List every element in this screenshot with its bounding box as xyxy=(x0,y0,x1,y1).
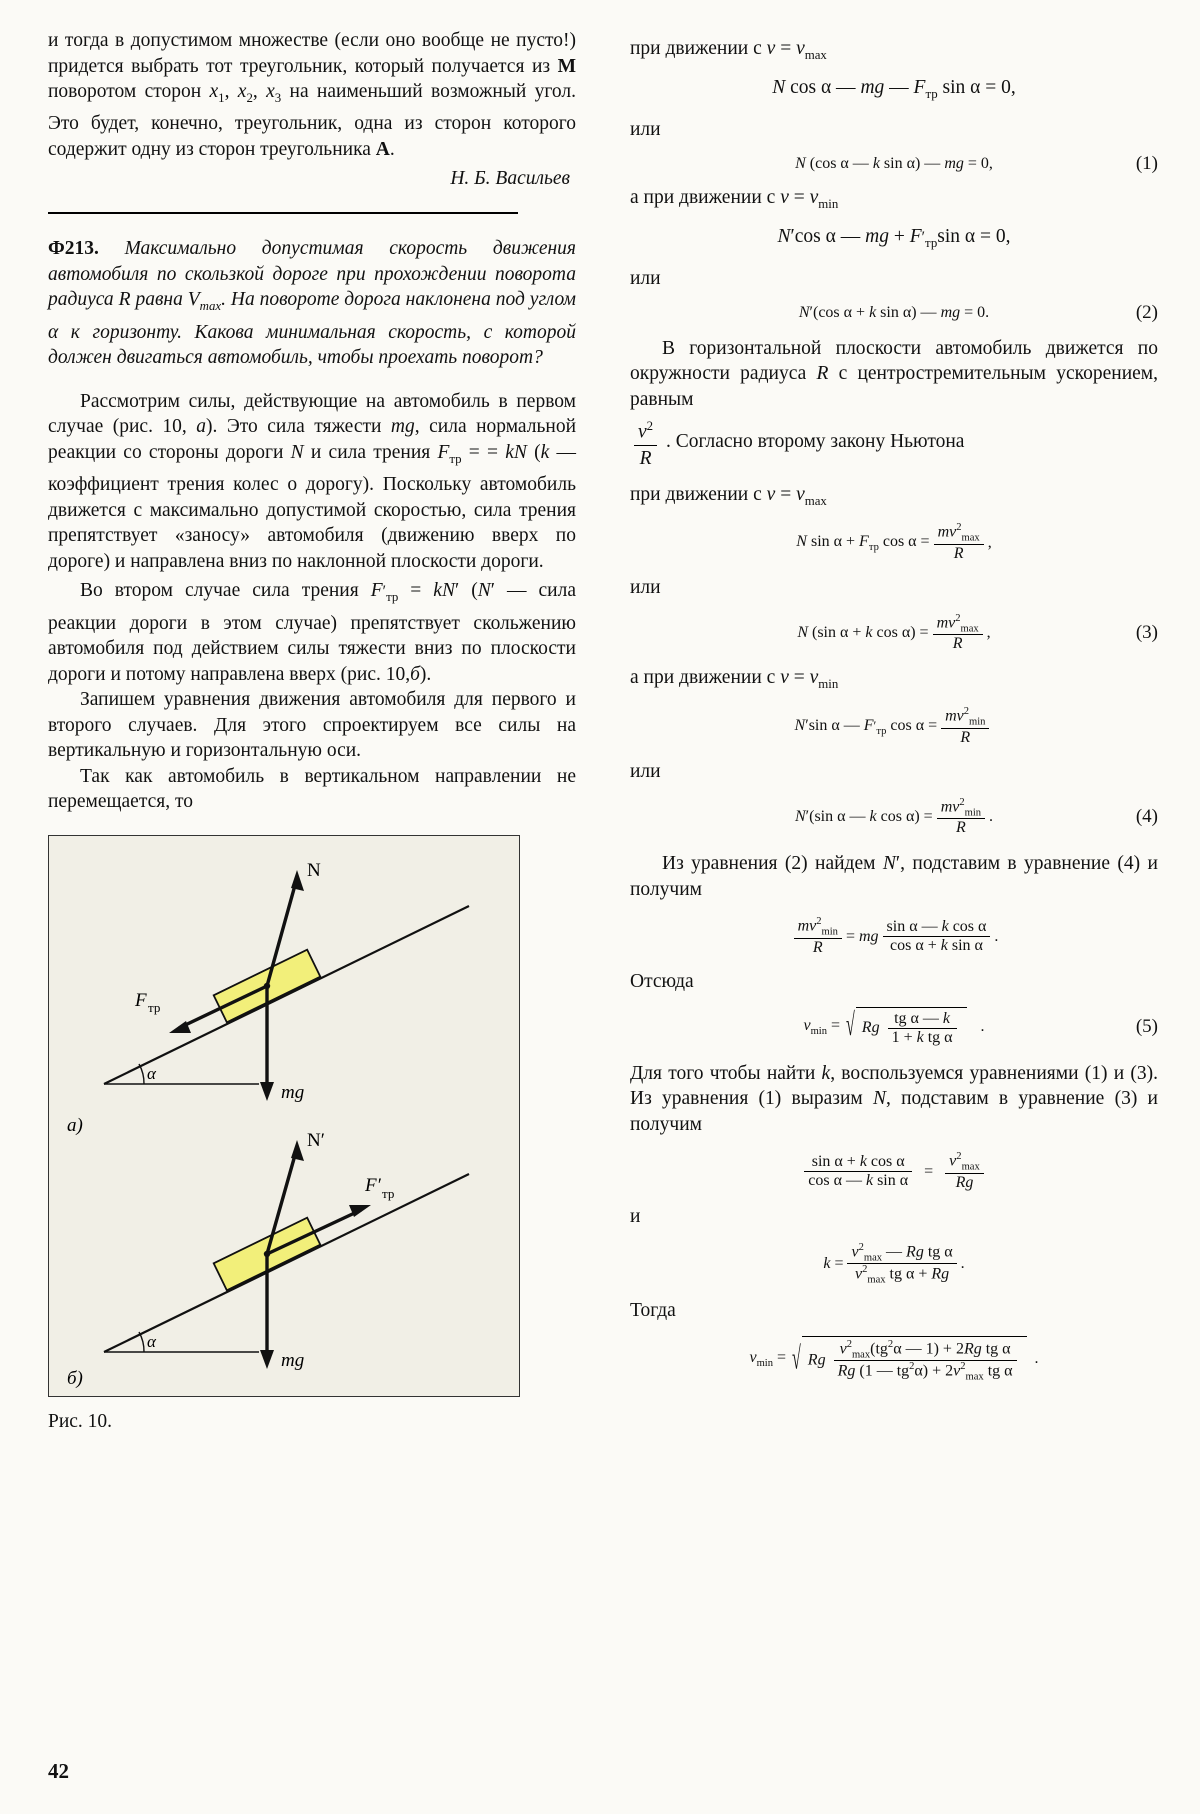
equation-4-number: (4) xyxy=(1135,806,1158,828)
figure-10 xyxy=(48,835,520,1397)
equation-2-number: (2) xyxy=(1135,301,1158,323)
condition-vmin-1: а при движении с $v = v_{min}$ xyxy=(630,186,839,211)
togda-label: Тогда xyxy=(630,1299,676,1321)
equation-5-row: $v_{min}$ = √ Rg $\frac{\text{tg α — k}}{\text{1 + k tg α}}$ . (5) xyxy=(803,1008,1158,1046)
label-Ftr-prime-sub: тр xyxy=(382,1185,395,1201)
right-column xyxy=(630,28,1158,1433)
condition-vmax-1: при движении с $v = v_{max}$ xyxy=(630,38,827,62)
section-divider xyxy=(48,212,518,214)
page-number: 42 xyxy=(48,1759,69,1783)
solution-paragraph-2: Во втором случае сила трения $F'_{тр} = kN'$ (N′ — сила реакции дороги в этом случае) препятствует скольжению автомобиля под действием силы тяжести вниз по плоскости дороги и потому направлена вверх (рис. 10,б). xyxy=(48,580,576,685)
or-1: или xyxy=(630,118,661,140)
solution-paragraph-1: Рассмотрим силы, действующие на автомобиль в первом случае (рис. 10, а). Это сила тяжести mg, сила нормальной реакции со стороны дороги N и сила трения $F_{тр}$ = = kN (k — коэффициент трения колес о дорогу). Поскольку автомобиль движется с максимально допустимой скоростью, сила трения препятствует «заносу» автомобиля (движению вверх по дороге) и направлена вниз по наклонной плоскости дороги. xyxy=(48,390,577,572)
equation-a: N cos α — mg — $F_{тр}$ sin α = 0, xyxy=(772,76,1016,101)
equation-g: k = $\frac{v^2_{max} — Rg tg \alpha}{v^2_{max} tg \alpha + Rg}$ . xyxy=(823,1241,965,1286)
solution-paragraph-3: Запишем уравнения движения автомобиля для первого и второго случаев. Для этого спроектируем все силы на вертикальную и горизонтальную оси. xyxy=(48,689,576,762)
left-column xyxy=(48,28,576,1433)
equation-d: N′sin α — $F'_{тр}$ cos α = $\frac{mv^2_{min}}{R}$ xyxy=(630,706,1158,747)
equation-b: N′cos α — mg + $F'_{тр}\sin$ α = 0, xyxy=(777,225,1011,250)
condition-vmax-2: при движении с $v = v_{max}$ xyxy=(630,483,827,508)
label-mg-b: mg xyxy=(281,1349,305,1371)
label-N-prime: N′ xyxy=(307,1129,325,1151)
label-Ftr-sub: тр xyxy=(148,999,161,1015)
label-panel-a: а) xyxy=(67,1114,83,1136)
figure-caption: Рис. 10. xyxy=(48,1410,113,1432)
two-column-body xyxy=(48,28,1158,1433)
equation-4: N′(sin α — k cos α) = xyxy=(794,808,933,826)
equation-1-row xyxy=(630,152,1158,174)
otsyuda-label: Отсюда xyxy=(630,970,694,992)
solution-paragraph-4: Так как автомобиль в вертикальном направлении не перемещается, то xyxy=(48,765,576,813)
svg-text:α: α xyxy=(147,1331,156,1351)
figure-10-svg xyxy=(49,836,515,1392)
equation-4-row: N′(sin α — k cos α) = $\frac{mv^2_{min}}{R}$ . (4) xyxy=(794,796,1158,837)
label-Ftr-prime: F′ xyxy=(365,1174,381,1196)
problem-number: Ф213. xyxy=(48,238,99,260)
equation-e: $\frac{mv^2_{min}}{R}$ = mg $\frac{\text{sin α — k cos α}}{\text{cos α + k sin α}}$ . xyxy=(630,916,1158,957)
paragraph-centripetal-tail: $\frac{v^2}{R}$ . Согласно второму закону Ньютона xyxy=(630,414,1158,472)
paragraph-centripetal: В горизонтальной плоскости автомобиль движется по окружности радиуса R с центростремительным ускорением, равным xyxy=(630,337,1158,410)
equation-c: N $\sin \alpha + F_{тр}$ cos α = $\frac{mv^2_{max}}{R}$ , xyxy=(796,522,992,562)
equation-1: N (cos α — k sin α) — mg = 0, xyxy=(795,154,993,172)
paragraph-substitute: Из уравнения (2) найдем N′, подставим в уравнение (4) и получим xyxy=(630,853,1158,900)
or-4: или xyxy=(630,760,661,782)
or-2: или xyxy=(630,267,661,289)
equation-3-row: N (sin α + k cos α) = $\frac{mv^2_{max}}{R}$ , (3) xyxy=(797,612,1158,653)
equation-2: N′(cos α + k sin α) — mg = 0. xyxy=(798,303,990,321)
label-mg: mg xyxy=(281,1081,305,1103)
equation-3: N (sin α + k cos α) = xyxy=(797,624,929,642)
paragraph-continuation: и тогда в допустимом множестве (если оно вообще не пусто!) придется выбрать тот треугольник, который получается из М поворотом сторон $x_1$, $x_2$, $x_3$ на наименьший возможный угол. Это будет, конечно, треугольник, одна из сторон которого содержит одну из сторон треугольника А. xyxy=(48,30,576,160)
author-signature: Н. Б. Васильев xyxy=(450,168,570,190)
paragraph-find-k: Для того чтобы найти k, воспользуемся уравнениями (1) и (3). Из уравнения (1) выразим N, подставим в уравнение (3) и получим xyxy=(630,1062,1158,1135)
label-panel-b: б) xyxy=(67,1367,83,1389)
or-3: или xyxy=(630,576,661,598)
and-label: и xyxy=(630,1205,641,1227)
equation-2-row xyxy=(630,301,1158,323)
equation-5-number: (5) xyxy=(1135,1015,1158,1037)
equation-3-number: (3) xyxy=(1135,622,1158,644)
equation-f: $\frac{\text{sin α + k cos α}}{\text{cos α — k sin α}}$ = $\frac{v^2_{max}}{Rg}$ xyxy=(630,1151,1158,1192)
equation-1-number: (1) xyxy=(1135,152,1158,174)
acceleration-fraction: $\frac{v^2}{R}$ xyxy=(634,414,657,472)
condition-vmin-2: а при движении с $v = v_{min}$ xyxy=(630,667,839,692)
label-N: N xyxy=(307,859,321,881)
label-Ftr: F xyxy=(135,989,147,1011)
problem-statement: Ф213. Максимально допустимая скорость движения автомобиля по скользкой дороге при прохождении поворота радиуса R равна $V_{max}$. На повороте дорога наклонена под углом α к горизонту. Какова минимальная скорость, с которой должен двигаться автомобиль, чтобы проехать поворот? xyxy=(48,238,576,369)
equation-h: $v_{min}$ = √ Rg $\frac{v^2_{max}(tg^2\alpha — 1) + 2Rg tg \alpha}{Rg (1 — tg^2\alpha) + 2v^2_{max} tg \alpha}$ . xyxy=(630,1336,1158,1383)
svg-text:α: α xyxy=(147,1063,156,1083)
